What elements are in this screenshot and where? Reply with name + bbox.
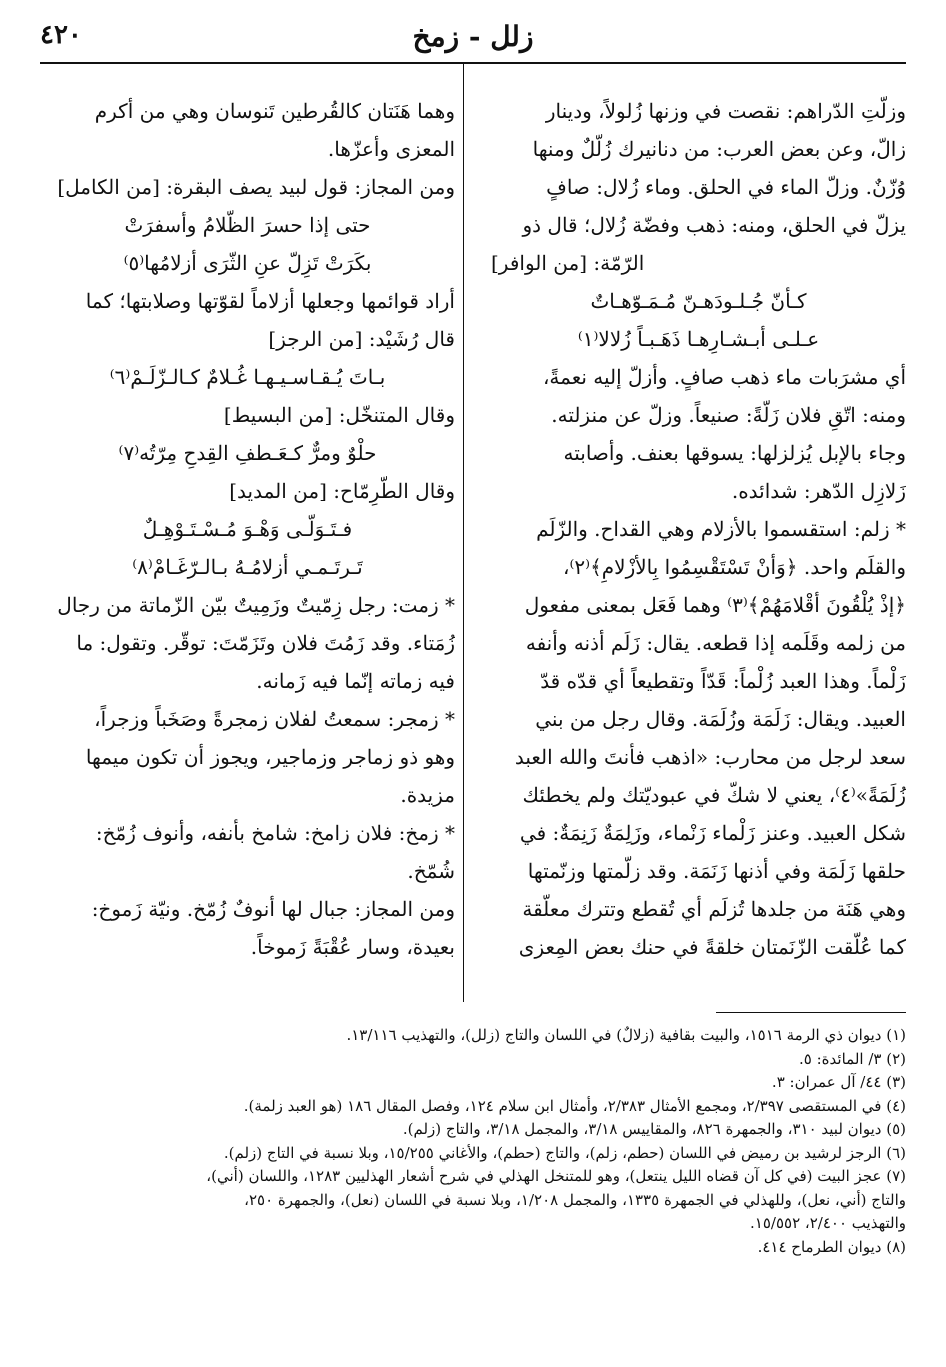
verse-line: بـاتَ يُـقـاسـيـهـا غُـلامٌ كـالـزّلَـمْ⁽٦⁾	[109, 365, 386, 389]
column-divider	[463, 62, 464, 1002]
text-line: سعد لرجل من محارب: «اذهب فأنتَ والله العبد	[514, 745, 906, 769]
text-line: ومنه: اتّقِ فلان زَلّةً: صنيعاً. وزلّ عن منزلته.	[551, 403, 906, 427]
text-line: شُمّخ.	[407, 859, 455, 883]
text-line: وهي هَنَة من جلدها تُزلَم أي تُقطع وتترك معلّقة	[522, 897, 906, 921]
verse-line: بكَرَتْ تَزِلّ عنِ الثّرَى أزلامُها⁽٥⁾	[123, 251, 372, 275]
text-line: شكل العبيد. وعنز زَلْماء زَنْماء، وزَلِمَةٌ زَنِمَةٌ: في	[519, 821, 906, 845]
footnote: والتهذيب ٢/٤٠٠، ١٥/٥٥٢.	[750, 1214, 906, 1232]
left-column	[40, 92, 455, 984]
text-line: زُلَمَةً»⁽٤⁾، يعني لا شكّ في عبوديّتك ولم يخطئك	[522, 783, 906, 807]
right-column	[491, 92, 906, 984]
footnote: (٧) عجز البيت (في كل آن قضاه الليل ينتعل)، وهو للمتنخل الهذلي في شرح أشعار الهذليين ١٢٨٣، واللسان (أني)،	[206, 1167, 906, 1185]
text-line: وُزّنٌ. وزلّ الماء في الحلق. وماء زُلال: صافٍ	[546, 175, 906, 199]
text-line: يزلّ في الحلق، ومنه: ذهب وفضّة زُلال؛ قال ذو	[522, 213, 906, 237]
footnote: (٤) في المستقصى ٢/٣٩٧، ومجمع الأمثال ٢/٣٨٣، وأمثال ابن سلام ١٢٤، وفصل المقال ١٨٦ (هو العبد زلمة).	[243, 1096, 906, 1115]
text-line: كما عُلّقت الزّنَمتان خلقةً في حنك بعض المِعزى	[518, 935, 906, 959]
text-line: زَلازِل الدّهر: شدائده.	[731, 479, 906, 503]
text-line: وزلّتِ الدّراهم: نقصت في وزنها زُلولاً، ودينار	[545, 99, 906, 123]
footnote: (٣) ٤٤/ آل عمران: ٣.	[771, 1073, 906, 1091]
footnotes	[40, 1024, 906, 1259]
text-line: من زلمه وقَلَمه إذا قطعه. يقال: زَلَم أذنه وأنفه	[525, 631, 906, 655]
text-line: أراد قوائمها وجعلها أزلاماً لقوّتها وصلابتها؛ كما	[85, 289, 455, 313]
verse-line: حلْوٌ ومرٌّ كـعَـطفِ القِدحِ مِرّتُه⁽٧⁾	[118, 441, 377, 465]
text-line: ومن المجاز: قول لبيد يصف البقرة: [من الكامل]	[57, 175, 455, 199]
text-line: وقال الطّرِمّاح: [من المديد]	[229, 479, 455, 503]
footnote: والتاج (أني، نعل)، وللهذلي في الجمهرة ١٣٣٥، والمجمل ١/٢٠٨، وبلا نسبة في اللسان (نعل)، والجمهرة ٢٥٠،	[244, 1190, 906, 1209]
text-line: زُمَتاء. وقد زَمُتَ فلان وتَزَمّتَ: توقّر. وتقول: ما	[76, 631, 455, 655]
text-line: بعيدة، وسار عُقْبَةً زَموخاً.	[250, 935, 455, 959]
text-line: المعزى وأعزّها.	[327, 137, 455, 161]
text-line: وجاء بالإبل يُزلزلها: يسوقها بعنف. وأصابته	[563, 441, 906, 465]
verse-line: تَـرتَـمـي أزلامُـهُ بـالـرّغَـامْ⁽٨⁾	[132, 555, 363, 579]
text-line: مزيدة.	[400, 783, 455, 807]
footnote: (٨) ديوان الطرماح ٤١٤.	[757, 1237, 906, 1256]
footnote: (٥) ديوان لبيد ٣١٠، والجمهرة ٨٢٦، والمقاييس ٣/١٨، والمجمل ٣/١٨، والتاج (زلم).	[402, 1120, 906, 1138]
text-line: زَلْماً. وهذا العبد زُلْماً: قَدّاً وتقطيعاً أي قدّه قدّ	[540, 669, 906, 693]
text-line: وهما هَنَتان كالقُرطين تَنوسان وهي من أكرم	[94, 99, 455, 123]
page-header	[40, 18, 906, 64]
text-line: أي مشرَبات ماء ذهب صافٍ. وأزلّ إليه نعمةً،	[542, 365, 906, 389]
verse-line: فـتَـوَلّـى وَهْـوَ مُـسْـتَـوْهِـلٌ	[142, 517, 353, 541]
entry-heading-line: * زلم: استقسموا بالأزلام وهي القداح. والزّلَم	[536, 517, 906, 541]
text-line: وهو ذو زماجر وزماجير، ويجوز أن تكون ميمها	[85, 745, 455, 769]
page-number: ٤٢٠	[40, 20, 82, 50]
running-head: زلل - زمخ	[412, 20, 534, 53]
footnote: (١) ديوان ذي الرمة ١٥١٦، والبيت بقافية (زلالٌ) في اللسان والتاج (زلل)، والتهذيب ١٣/١١٦.	[346, 1026, 906, 1044]
footnote-rule	[716, 1012, 906, 1013]
verse-line: عـلـى أبـشـارِهـا ذَهَـبـاً زُلالا⁽١⁾	[577, 327, 820, 351]
verse-line: حتى إذا حسرَ الظّلامُ وأسفرَتْ	[124, 213, 371, 237]
entry-heading-line: * زمخ: فلان زامخ: شامخ بأنفه، وأنوف زُمّخ:	[95, 821, 455, 845]
text-line: قال رُشَيْد: [من الرجز]	[268, 327, 455, 351]
text-line: حلقها زَلَمَة وفي أذنها زَنَمَة. وقد زلّمتها وزنّمتها	[527, 859, 906, 883]
text-line: زالّ، وعن بعض العرب: من دنانيرك زُلّلٌ ومنها	[532, 137, 906, 161]
text-line: والقلَم واحد. ﴿وَأنْ تَسْتَقْسِمُوا بِالأزْلامِ﴾⁽٢⁾،	[563, 555, 906, 579]
entry-heading-line: * زمت: رجل زِمّيتٌ وزَمِيتٌ بيّن الزّماتة من رجال	[57, 593, 455, 617]
text-line: وقال المتنخّل: [من البسيط]	[223, 403, 455, 427]
footnote: (٦) الرجز لرشيد بن رميض في اللسان (حطم، زلم)، والتاج (حطم)، والأغاني ١٥/٢٥٥، وبلا نسبة في التاج (زلم).	[223, 1143, 906, 1162]
text-line: العبيد. ويقال: زَلَمَة وزُلَمَة. وقال رجل من بني	[535, 707, 906, 731]
entry-heading-line: * زمجر: سمعتُ لفلان زمجرةً وصَخَباً وزجراً،	[94, 707, 455, 731]
text-line: فيه زماته إنّما فيه زَمانه.	[256, 669, 455, 693]
meter-note: الرّمّة: [من الوافر]	[491, 251, 645, 275]
verse-line: كـأنّ جُـلـودَهـنّ مُـمَـوّهـاتٌ	[590, 289, 807, 313]
text-line: ومن المجاز: جبال لها أنوفٌ زُمّخ. ونيّة زَموخ:	[91, 897, 455, 921]
footnote: (٢) ٣/ المائدة: ٥.	[799, 1049, 906, 1068]
text-line: ﴿إذْ يُلْقُونَ أقْلامَهُمْ﴾⁽٣⁾ وهما فَعَل بمعنى مفعول	[524, 593, 906, 617]
